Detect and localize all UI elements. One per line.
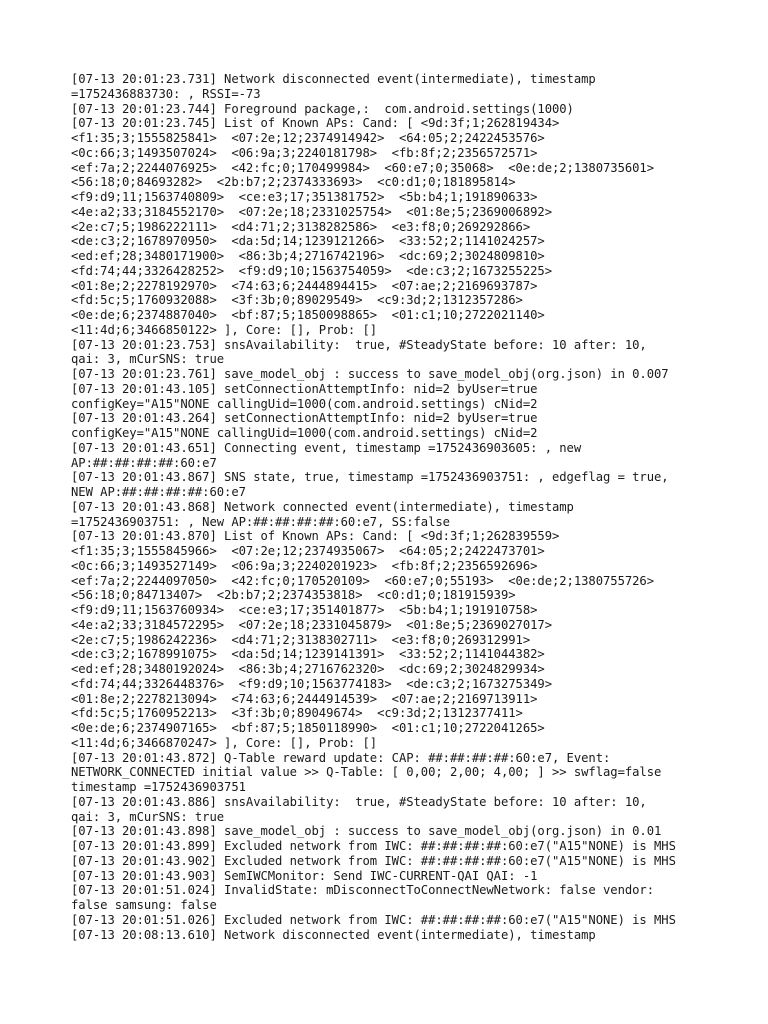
log-line: <de:c3;2;1678991075> <da:5d;14;1239141391> <33:52;2;1141044382> (71, 647, 545, 662)
log-line: [07-13 20:01:23.731] Network disconnected event(intermediate), timestamp (71, 72, 596, 86)
log-line: [07-13 20:01:43.898] save_model_obj : success to save_model_obj(org.json) in 0.01 (71, 824, 662, 839)
log-line: <56:18;0;84713407> <2b:b7;2;2374353818> <c0:d1;0;181915939> (71, 588, 516, 603)
log-line: <2e:c7;5;1986222111> <d4:71;2;3138282586> <e3:f8;0;269292866> (71, 219, 531, 234)
log-line: [07-13 20:01:23.745] List of Known APs: Cand: [ <9d:3f;1;262819434> (71, 116, 560, 131)
log-line: [07-13 20:01:43.886] snsAvailability: true, #SteadyState before: 10 after: 10, (71, 794, 647, 809)
log-line: <0e:de;6;2374887040> <bf:87;5;1850098865> <01:c1;10;2722021140> (71, 308, 545, 322)
log-line: <f1:35;3;1555825841> <07:2e;12;2374914942> <64:05;2;2422453576> (71, 131, 545, 145)
log-line: [07-13 20:01:51.024] InvalidState: mDisconnectToConnectNewNetwork: false vendor: (71, 883, 655, 898)
log-line: <11:4d;6;3466850122> ], Core: [], Prob: [] (71, 322, 378, 337)
log-line: <56:18;0;84693282> <2b:b7;2;2374333693> <c0:d1;0;181895814> (71, 175, 516, 190)
log-line: <0e:de;6;2374907165> <bf:87;5;1850118990> <01:c1;10;2722041265> (71, 721, 545, 735)
log-line: <de:c3;2;1678970950> <da:5d;14;1239121266> <33:52;2;1141024257> (71, 234, 545, 249)
log-line: configKey="A15"NONE callingUid=1000(com.android.settings) cNid=2 (71, 396, 538, 411)
log-line: [07-13 20:01:43.867] SNS state, true, timestamp =1752436903751: , edgeflag = true, (71, 470, 669, 485)
log-line: <f9:d9;11;1563740809> <ce:e3;17;351381752> <5b:b4;1;191890633> (71, 190, 538, 204)
log-line: [07-13 20:01:43.899] Excluded network from IWC: ##:##:##:##:60:e7("A15"NONE) is MHS (71, 839, 676, 853)
log-line: <11:4d;6;3466870247> ], Core: [], Prob: [] (71, 735, 378, 750)
log-line: <4e:a2;33;3184552170> <07:2e;18;2331025754> <01:8e;5;2369006892> (71, 204, 552, 219)
log-line: <0c:66;3;1493527149> <06:9a;3;2240201923> <fb:8f;2;2356592696> (71, 558, 538, 573)
log-line: [07-13 20:01:43.902] Excluded network from IWC: ##:##:##:##:60:e7("A15"NONE) is MHS (71, 853, 676, 868)
log-line: <2e:c7;5;1986242236> <d4:71;2;3138302711> <e3:f8;0;269312991> (71, 632, 531, 647)
log-line: <ef:7a;2;2244097050> <42:fc;0;170520109> <60:e7;0;55193> <0e:de;2;1380755726> (71, 573, 655, 588)
log-line: <01:8e;2;2278213094> <74:63;6;2444914539> <07:ae;2;2169713911> (71, 691, 538, 706)
log-line: NETWORK_CONNECTED initial value >> Q-Table: [ 0,00; 2,00; 4,00; ] >> swflag=false (71, 765, 662, 780)
log-document (71, 72, 761, 942)
log-line: [07-13 20:01:51.026] Excluded network from IWC: ##:##:##:##:60:e7("A15"NONE) is MHS (71, 912, 676, 927)
log-line: [07-13 20:01:43.264] setConnectionAttemptInfo: nid=2 byUser=true (71, 411, 538, 426)
log-line: [07-13 20:08:13.610] Network disconnected event(intermediate), timestamp (71, 927, 596, 942)
log-line: [07-13 20:01:23.753] snsAvailability: true, #SteadyState before: 10 after: 10, (71, 337, 647, 352)
log-line: [07-13 20:01:43.651] Connecting event, timestamp =1752436903605: , new (71, 440, 582, 455)
log-line: [07-13 20:01:43.903] SemIWCMonitor: Send IWC-CURRENT-QAI QAI: -1 (71, 868, 538, 883)
log-line: configKey="A15"NONE callingUid=1000(com.android.settings) cNid=2 (71, 426, 538, 440)
log-line: <4e:a2;33;3184572295> <07:2e;18;2331045879> <01:8e;5;2369027017> (71, 617, 552, 632)
log-line: =1752436903751: , New AP:##:##:##:##:60:e7, SS:false (71, 514, 450, 529)
log-line: [07-13 20:01:43.872] Q-Table reward update: CAP: ##:##:##:##:60:e7, Event: (71, 750, 611, 765)
log-line: <fd:74;44;3326428252> <f9:d9;10;1563754059> <de:c3;2;1673255225> (71, 263, 552, 278)
log-line: qai: 3, mCurSNS: true (71, 809, 225, 824)
log-line: <f9:d9;11;1563760934> <ce:e3;17;351401877> <5b:b4;1;191910758> (71, 603, 538, 617)
log-line: [07-13 20:01:43.868] Network connected event(intermediate), timestamp (71, 499, 574, 514)
log-line: AP:##:##:##:##:60:e7 (71, 455, 217, 470)
log-line: NEW AP:##:##:##:##:60:e7 (71, 485, 246, 499)
log-line: <ef:7a;2;2244076925> <42:fc;0;170499984> <60:e7;0;35068> <0e:de;2;1380735601> (71, 160, 655, 175)
log-line: <ed:ef;28;3480171900> <86:3b;4;2716742196> <dc:69;2;3024809810> (71, 249, 545, 263)
log-line: timestamp =1752436903751 (71, 780, 246, 794)
log-line: <0c:66;3;1493507024> <06:9a;3;2240181798> <fb:8f;2;2356572571> (71, 145, 538, 160)
log-line: =1752436883730: , RSSI=-73 (71, 86, 261, 101)
log-line: <fd:74;44;3326448376> <f9:d9;10;1563774183> <de:c3;2;1673275349> (71, 676, 552, 691)
log-line: <f1:35;3;1555845966> <07:2e;12;2374935067> <64:05;2;2422473701> (71, 544, 545, 558)
log-line: <fd:5c;5;1760952213> <3f:3b;0;89049674> <c9:3d;2;1312377411> (71, 706, 523, 721)
log-line: [07-13 20:01:23.744] Foreground package,: com.android.settings(1000) (71, 101, 574, 116)
log-line: qai: 3, mCurSNS: true (71, 352, 225, 367)
log-line: [07-13 20:01:43.870] List of Known APs: Cand: [ <9d:3f;1;262839559> (71, 529, 560, 544)
log-line: <ed:ef;28;3480192024> <86:3b;4;2716762320> <dc:69;2;3024829934> (71, 662, 545, 676)
log-line: <fd:5c;5;1760932088> <3f:3b;0;89029549> <c9:3d;2;1312357286> (71, 293, 523, 308)
log-line: false samsung: false (71, 898, 217, 912)
log-line: [07-13 20:01:43.105] setConnectionAttemptInfo: nid=2 byUser=true (71, 381, 538, 396)
log-line: [07-13 20:01:23.761] save_model_obj : success to save_model_obj(org.json) in 0.007 (71, 367, 669, 381)
log-line: <01:8e;2;2278192970> <74:63;6;2444894415> <07:ae;2;2169693787> (71, 278, 538, 293)
